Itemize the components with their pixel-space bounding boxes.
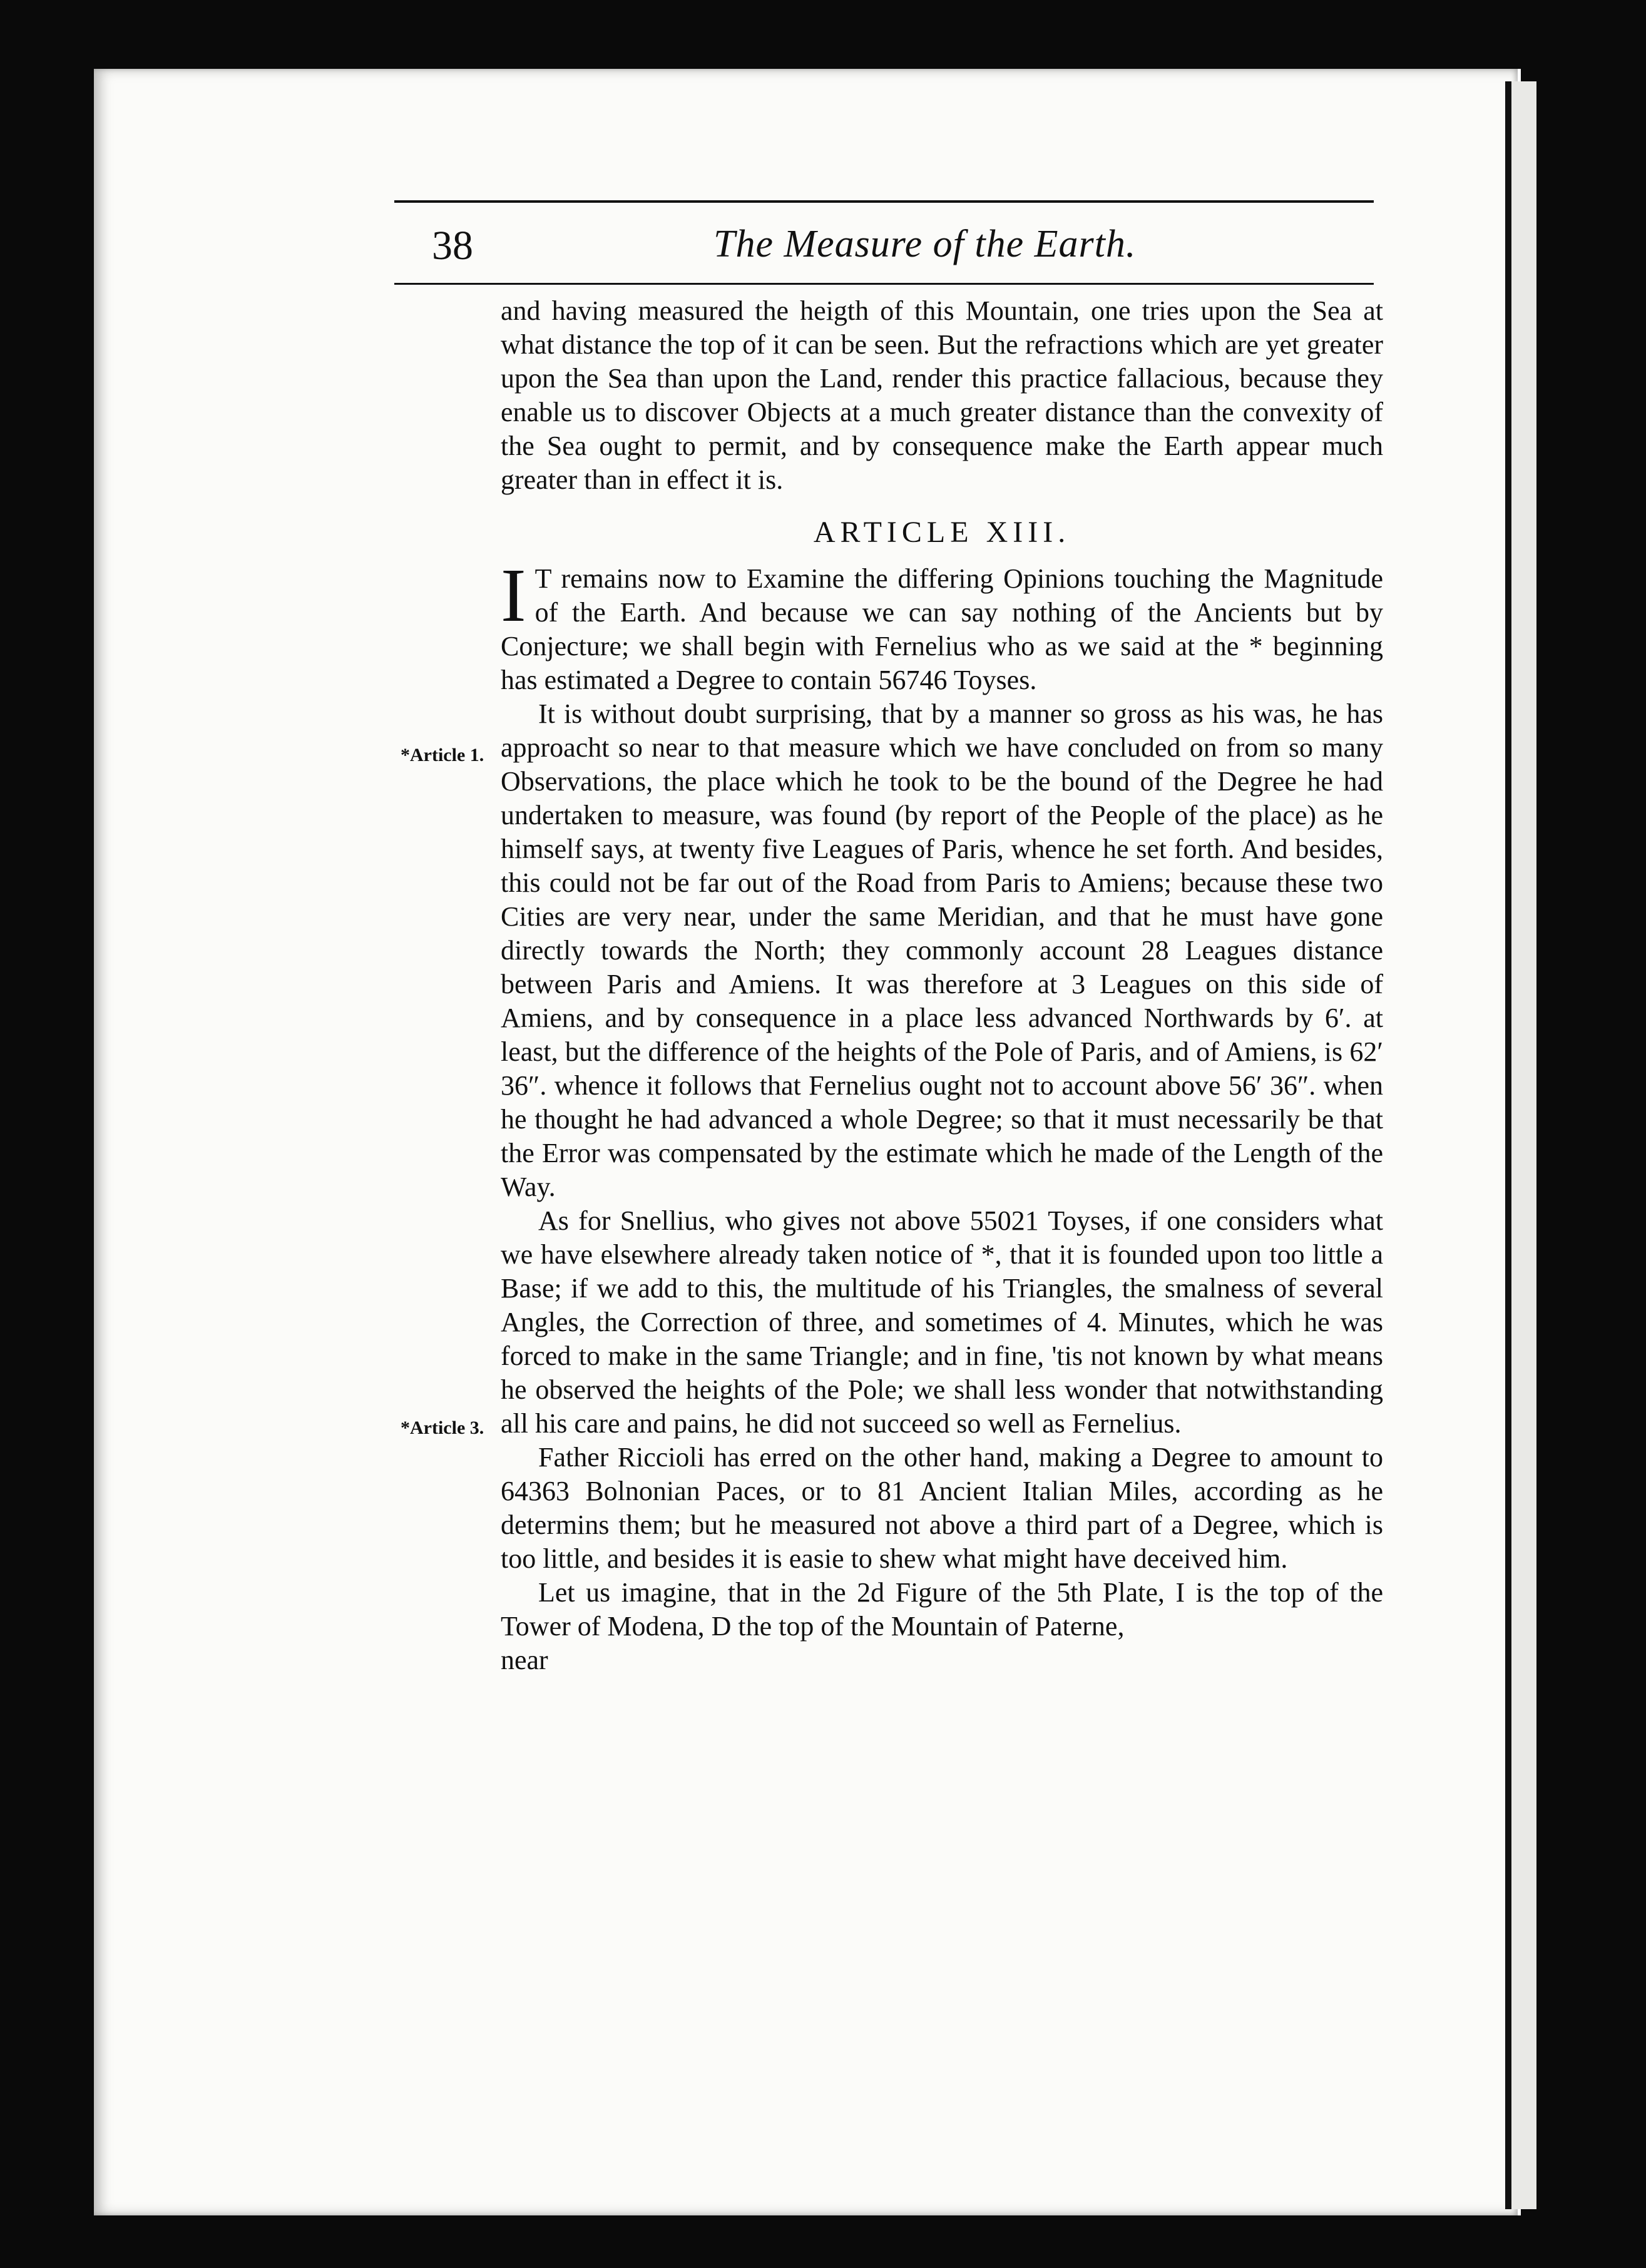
page-number: 38 [432,223,473,268]
facing-page-edge [1511,81,1536,2209]
scan-border-bottom [0,2215,1646,2268]
article-heading: ARTICLE XIII. [813,516,1071,549]
paragraph-1-text: T remains now to Examine the differing Opinions touching the Magnitude of the Earth. And because we can say nothing of the Ancients but by Conjecture; we shall begin with Fernelius who as we said at the * beginning has estimated a Degree to contain 56746 Toyses. [501,563,1383,695]
paragraph-intro: and having measured the heigth of this Mountain, one tries upon the Sea at what distance the top of it can be seen. But the refractions which are yet greater upon the Sea than upon the Land, render this practice fallacious, because they enable us to discover Objects at a much greater distance than the convexity of the Sea ought to permit, and by consequence make the Earth appear much greater than in effect it is. [501,295,1383,495]
paragraph-2: It is without doubt surprising, that by a manner so gross as his was, he has approacht so near to that measure which we have concluded on from so many Observations, the place which he took to be the bound of the Degree he had undertaken to measure, was found (by report of the People of the place) as he himself says, at twenty five Leagues of Paris, whence he set forth. And besides, this could not be far out of the Road from Paris to Amiens; because these two Cities are very near, under the same Meridian, and that he must have gone directly towards the North; they commonly account 28 Leagues distance between Paris and Amiens. It was therefore at 3 Leagues on this side of Amiens, and by consequence in a place less advanced Northwards by 6′. at least, but the difference of the heights of the Pole of Paris, and of Amiens, is 62′ 36″. whence it follows that Fernelius ought not to account above 56′ 36″. when he thought he had advanced a whole Degree; so that it must necessarily be that the Error was compensated by the estimate which he made of the Length of the Way. [501,698,1383,1202]
paragraph-4: Father Riccioli has erred on the other hand, making a Degree to amount to 64363 Bolnonian Paces, or to 81 Ancient Italian Miles, according as he determins them; but he measured not above a third part of a Degree, which is too little, and besides it is easie to shew what might have deceived him. [501,1442,1383,1574]
running-head: The Measure of the Earth. [713,223,1137,265]
margin-note-article-1: *Article 1. [401,745,484,765]
scan-border-right [1521,0,1646,2268]
paragraph-5: Let us imagine, that in the 2d Figure of the 5th Plate, I is the top of the Tower of Modena, D the top of the Mountain of Paterne, [501,1577,1383,1642]
gutter-shadow [1505,81,1511,2209]
drop-capital: I [501,553,526,638]
catchword: near [501,1645,548,1675]
header-rule [394,200,1374,203]
header-underline [394,283,1374,285]
scan-border-left [0,0,94,2268]
scan-border-top [0,0,1646,69]
body-text [501,294,1383,1677]
paragraph-1 [501,553,1383,697]
margin-note-article-3: *Article 3. [401,1418,484,1438]
paragraph-3: As for Snellius, who gives not above 55021 Toyses, if one considers what we have elsewhere already taken notice of *, that it is founded upon too little a Base; if we add to this, the multitude of his Triangles, the smalness of several Angles, the Correction of three, and sometimes of 4. Minutes, which he was forced to make in the same Triangle; and in fine, 'tis not known by what means he observed the heights of the Pole; we shall less wonder that notwithstanding all his care and pains, he did not succeed so well as Fernelius. [501,1205,1383,1439]
